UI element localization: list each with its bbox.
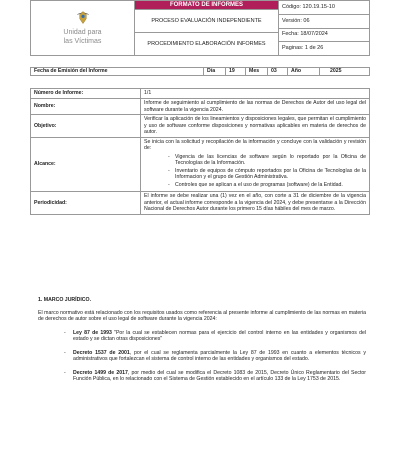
table-row	[31, 115, 370, 138]
coat-of-arms-icon	[75, 10, 91, 26]
law-text: "Por la cual se establecen normas para el ejercicio del control interno en las entidades y organismos del estado y se dictan otras disposiciones"	[73, 329, 366, 342]
doc-code: Código: 120.19.15-10	[282, 3, 335, 10]
logo-block	[31, 1, 135, 55]
alcance-label: Alcance:	[31, 137, 141, 192]
year-value: 2025	[319, 68, 369, 75]
table-row	[31, 192, 370, 215]
list-item	[64, 330, 366, 343]
numero-value: 1/1	[141, 89, 370, 99]
doc-date: Fecha: 18/07/2024	[279, 28, 369, 42]
process-name: PROCESO EVALUACIÓN INDEPENDIENTE	[135, 9, 278, 32]
list-item: - Inventario de equipos de cómputo reportados por la Oficina de Tecnologías de la Informacion y el grupo de Gestión Administrativa.	[168, 168, 366, 181]
header-meta-block	[279, 1, 369, 55]
emission-date-row	[30, 67, 370, 76]
law-name: Decreto 1537 de 2001	[73, 349, 130, 356]
alcance-intro: Se inicia con la solicitud y recopilación de la información y concluye con la validación y revisión de:	[144, 138, 366, 151]
laws-list	[64, 330, 366, 383]
section-intro: El marco normativo está relacionado con los requisitos usados como referencia al presente informe al cumplimiento de las normas en materia de derechos de autor sobre el uso legal de software durante la vigencia 2024:	[38, 309, 366, 322]
logo-text-line2: las Víctimas	[63, 37, 102, 45]
objetivo-label: Objetivo:	[31, 115, 141, 138]
procedure-name: PROCEDIMIENTO ELABORACIÓN INFORMES	[135, 32, 278, 55]
periodicidad-value: El informe se debe realizar una (1) vez en el año, con corte a 31 de diciembre de la vigencia anterior, el actual informe corresponde a la vigencia del 2024, y debe presentarse a la Dirección Nacional de Derechos Autor durante los primero 15 días hábiles del mes de marzo.	[141, 192, 370, 215]
emission-label: Fecha de Emisión del Informe	[34, 68, 108, 75]
law-text: , por el cual se reglamenta parcialmente la Ley 87 de 1993 en cuanto a elementos técnicos y administrativos que fortalezcan el sistema de control interno de las entidades y organismos del estado.	[73, 349, 366, 362]
nombre-label: Nombre:	[31, 99, 141, 115]
logo-text	[63, 29, 101, 45]
day-value: 19	[225, 68, 245, 75]
numero-label: Número de Informe:	[31, 89, 141, 99]
table-row	[31, 89, 370, 99]
nombre-value: Informe de seguimiento al cumplimiento de las normas de Derechos de Autor del uso legal del software durante la vigencia 2024.	[141, 99, 370, 115]
doc-version: Versión: 06	[279, 14, 369, 28]
alcance-value	[141, 137, 370, 192]
doc-pages: Paginas: 1 de 26	[279, 41, 369, 55]
format-title: FORMATO DE INFORMES	[135, 1, 278, 9]
list-item	[64, 370, 366, 383]
table-row	[31, 99, 370, 115]
document-header	[30, 0, 370, 56]
year-label: Año	[287, 68, 319, 75]
logo-text-line1: Unidad para	[63, 29, 102, 37]
list-item: - Controles que se aplican a el uso de programas (software) de la Entidad.	[168, 182, 366, 189]
table-row	[31, 137, 370, 192]
section-title: 1. MARCO JURÍDICO.	[38, 297, 92, 303]
month-value: 03	[267, 68, 287, 75]
month-label: Mes	[245, 68, 267, 75]
periodicidad-label: Periodicidad:	[31, 192, 141, 215]
day-label: Día	[203, 68, 225, 75]
alcance-list	[168, 154, 366, 189]
list-item: - Vigencia de las licencias de software según lo reportado por la Oficina de Tecnologías de la Información.	[168, 154, 366, 167]
objetivo-value: Verificar la aplicación de los lineamientos y disposiciones legales, que permitan el cumplimiento y uso de software conforme disposiciones y normativas aplicables en materia de derechos de autor.	[141, 115, 370, 138]
document-body	[38, 297, 366, 390]
law-text: , por medio del cual se modifica el Decreto 1083 de 2015, Decreto Único Reglamentario del Sector Función Pública, en lo relacionado con el Sistema de Gestión establecido en el artículo 133 de la Ley 1753 de 2015.	[73, 369, 366, 382]
report-info-table	[30, 88, 370, 215]
list-item	[64, 350, 366, 363]
law-name: Decreto 1499 de 2017	[73, 369, 128, 376]
law-name: Ley 87 de 1993	[73, 329, 112, 336]
header-title-block	[135, 1, 279, 55]
